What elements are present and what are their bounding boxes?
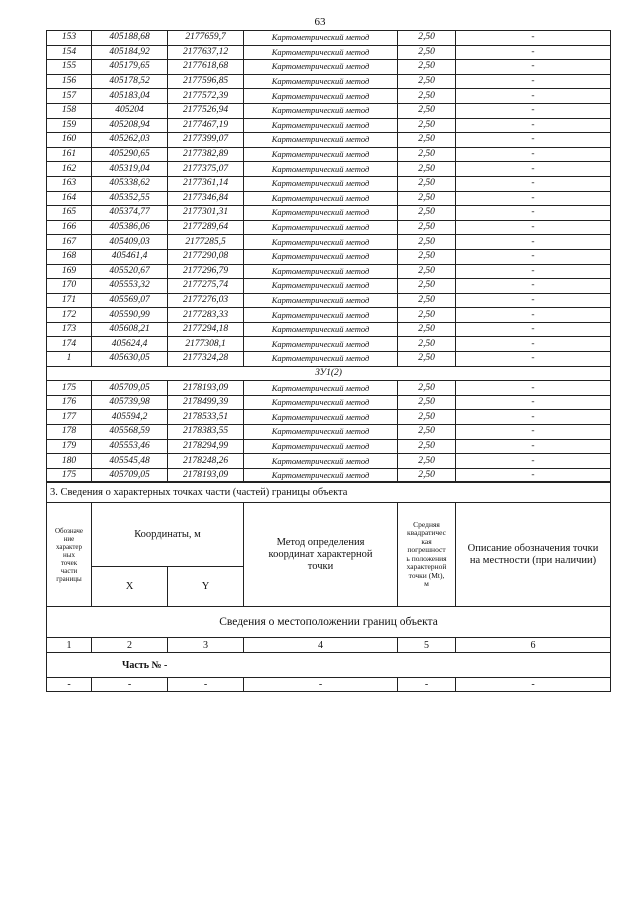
coordinate-y: 2177283,33 (168, 308, 244, 323)
column-number: 3 (168, 638, 244, 653)
method: Картометрический метод (244, 60, 398, 75)
coordinate-y: 2177290,08 (168, 249, 244, 264)
column-number: 2 (92, 638, 168, 653)
point-number: 164 (47, 191, 92, 206)
column-number: 6 (456, 638, 611, 653)
description: - (456, 279, 611, 294)
coordinate-x: 405183,04 (92, 89, 168, 104)
point-number: 1 (47, 352, 92, 367)
accuracy: 2,50 (398, 308, 456, 323)
point-number: 173 (47, 322, 92, 337)
coordinate-row (47, 395, 611, 410)
coordinates-table-body-a (47, 31, 611, 367)
coordinate-row (47, 191, 611, 206)
accuracy: 2,50 (398, 220, 456, 235)
accuracy: 2,50 (398, 352, 456, 367)
method: Картометрический метод (244, 410, 398, 425)
coordinate-x: 405545,48 (92, 454, 168, 469)
coordinate-row (47, 454, 611, 469)
coordinate-y: 2177399,07 (168, 133, 244, 148)
coordinate-y: 2177276,03 (168, 293, 244, 308)
header-method-line: координат характерной (268, 548, 373, 560)
column-number-row (47, 638, 611, 653)
accuracy: 2,50 (398, 133, 456, 148)
section3-title: 3. Сведения о характерных точках части (частей) границы объекта (47, 482, 611, 503)
coordinate-row (47, 45, 611, 60)
coordinate-x: 405739,98 (92, 395, 168, 410)
header-point-line: границы (56, 574, 82, 583)
description: - (456, 89, 611, 104)
header-point-line: ных (63, 550, 75, 559)
description: - (456, 468, 611, 483)
coordinate-y: 2178499,39 (168, 395, 244, 410)
accuracy: 2,50 (398, 395, 456, 410)
accuracy: 2,50 (398, 381, 456, 396)
coordinate-row (47, 147, 611, 162)
coordinate-x: 405386,06 (92, 220, 168, 235)
description: - (456, 45, 611, 60)
point-number: 154 (47, 45, 92, 60)
coordinate-row (47, 206, 611, 221)
coordinate-x: 405709,05 (92, 468, 168, 483)
header-point-line: точек (60, 558, 78, 567)
coordinate-x: 405208,94 (92, 118, 168, 133)
empty-cell: - (456, 678, 611, 692)
coordinate-x: 405188,68 (92, 31, 168, 46)
empty-cell: - (47, 678, 92, 692)
accuracy: 2,50 (398, 191, 456, 206)
method: Картометрический метод (244, 468, 398, 483)
description: - (456, 133, 611, 148)
column-number: 4 (244, 638, 398, 653)
coordinate-row (47, 308, 611, 323)
method: Картометрический метод (244, 425, 398, 440)
method: Картометрический метод (244, 395, 398, 410)
coordinate-row (47, 89, 611, 104)
method: Картометрический метод (244, 279, 398, 294)
coordinate-x: 405338,62 (92, 176, 168, 191)
header-method (244, 503, 398, 607)
header-accuracy-line: Средняя (413, 519, 440, 529)
point-number: 168 (47, 249, 92, 264)
header-x: X (92, 567, 168, 607)
coordinate-row (47, 425, 611, 440)
accuracy: 2,50 (398, 103, 456, 118)
coordinate-x: 405553,46 (92, 439, 168, 454)
method: Картометрический метод (244, 381, 398, 396)
description: - (456, 31, 611, 46)
point-number: 167 (47, 235, 92, 250)
coordinate-row (47, 60, 611, 75)
description: - (456, 249, 611, 264)
coordinate-row (47, 176, 611, 191)
method: Картометрический метод (244, 308, 398, 323)
method: Картометрический метод (244, 264, 398, 279)
description: - (456, 322, 611, 337)
coordinate-x: 405184,92 (92, 45, 168, 60)
coordinate-x: 405624,4 (92, 337, 168, 352)
accuracy: 2,50 (398, 337, 456, 352)
coordinate-row (47, 220, 611, 235)
method: Картометрический метод (244, 176, 398, 191)
coordinate-x: 405409,03 (92, 235, 168, 250)
header-coordinates: Координаты, м (92, 503, 244, 567)
method: Картометрический метод (244, 337, 398, 352)
point-number: 179 (47, 439, 92, 454)
point-number: 155 (47, 60, 92, 75)
accuracy: 2,50 (398, 264, 456, 279)
coordinate-x: 405520,67 (92, 264, 168, 279)
coordinate-y: 2177285,5 (168, 235, 244, 250)
point-number: 161 (47, 147, 92, 162)
description: - (456, 74, 611, 89)
accuracy: 2,50 (398, 425, 456, 440)
description: - (456, 60, 611, 75)
point-number: 169 (47, 264, 92, 279)
coordinate-y: 2177596,85 (168, 74, 244, 89)
point-number: 170 (47, 279, 92, 294)
method: Картометрический метод (244, 352, 398, 367)
coordinate-x: 405569,07 (92, 293, 168, 308)
column-number: 5 (398, 638, 456, 653)
coordinate-y: 2177659,7 (168, 31, 244, 46)
coordinate-y: 2178533,51 (168, 410, 244, 425)
coordinate-y: 2177308,1 (168, 337, 244, 352)
coordinate-x: 405461,4 (92, 249, 168, 264)
description: - (456, 381, 611, 396)
coordinate-row (47, 103, 611, 118)
method: Картометрический метод (244, 235, 398, 250)
description: - (456, 308, 611, 323)
point-number: 180 (47, 454, 92, 469)
method: Картометрический метод (244, 89, 398, 104)
description: - (456, 162, 611, 177)
accuracy: 2,50 (398, 60, 456, 75)
coordinates-table (46, 30, 611, 483)
point-number: 171 (47, 293, 92, 308)
coordinate-row (47, 322, 611, 337)
description: - (456, 147, 611, 162)
coordinate-x: 405568,59 (92, 425, 168, 440)
coordinates-table-body-b (47, 381, 611, 483)
separator-row (47, 366, 611, 381)
description: - (456, 454, 611, 469)
coordinate-x: 405319,04 (92, 162, 168, 177)
coordinate-y: 2177375,07 (168, 162, 244, 177)
coordinate-y: 2177526,94 (168, 103, 244, 118)
coordinate-row (47, 410, 611, 425)
header-point-line: характер (55, 542, 83, 551)
coordinate-row (47, 118, 611, 133)
coordinate-row (47, 74, 611, 89)
header-accuracy (398, 503, 456, 607)
method: Картометрический метод (244, 133, 398, 148)
coordinate-x: 405709,05 (92, 381, 168, 396)
coordinate-x: 405290,65 (92, 147, 168, 162)
accuracy: 2,50 (398, 31, 456, 46)
description: - (456, 264, 611, 279)
point-number: 156 (47, 74, 92, 89)
header-accuracy-line: квадратичес (406, 528, 447, 537)
coordinate-y: 2177382,89 (168, 147, 244, 162)
coordinate-x: 405204 (92, 103, 168, 118)
header-description-line: на местности (при наличии) (469, 554, 597, 566)
header-accuracy-line: ь положения (406, 553, 447, 563)
coordinate-x: 405594,2 (92, 410, 168, 425)
accuracy: 2,50 (398, 439, 456, 454)
header-point-line: Обозначе (54, 526, 84, 535)
method: Картометрический метод (244, 118, 398, 133)
coordinate-row (47, 279, 611, 294)
point-number: 178 (47, 425, 92, 440)
coordinate-row (47, 162, 611, 177)
description: - (456, 206, 611, 221)
coordinate-y: 2177289,64 (168, 220, 244, 235)
accuracy: 2,50 (398, 279, 456, 294)
column-number: 1 (47, 638, 92, 653)
coordinate-y: 2177301,31 (168, 206, 244, 221)
point-number: 175 (47, 468, 92, 483)
coordinate-row (47, 264, 611, 279)
method: Картометрический метод (244, 45, 398, 60)
description: - (456, 337, 611, 352)
coordinate-y: 2177294,18 (168, 322, 244, 337)
description: - (456, 235, 611, 250)
coordinate-y: 2177324,28 (168, 352, 244, 367)
empty-cell: - (92, 678, 168, 692)
coordinate-row (47, 235, 611, 250)
coordinate-x: 405352,55 (92, 191, 168, 206)
coordinate-row (47, 249, 611, 264)
description: - (456, 176, 611, 191)
coordinate-row (47, 352, 611, 367)
accuracy: 2,50 (398, 74, 456, 89)
accuracy: 2,50 (398, 293, 456, 308)
description: - (456, 118, 611, 133)
method: Картометрический метод (244, 220, 398, 235)
header-accuracy-line: характерной (406, 562, 447, 571)
header-point-line: ние (63, 534, 75, 543)
empty-cell: - (244, 678, 398, 692)
point-number: 177 (47, 410, 92, 425)
empty-cell: - (398, 678, 456, 692)
coordinate-y: 2178193,09 (168, 468, 244, 483)
description: - (456, 410, 611, 425)
coordinate-x: 405374,77 (92, 206, 168, 221)
coordinate-y: 2177618,68 (168, 60, 244, 75)
coordinate-y: 2177572,39 (168, 89, 244, 104)
accuracy: 2,50 (398, 454, 456, 469)
method: Картометрический метод (244, 322, 398, 337)
header-description (456, 503, 611, 607)
method: Картометрический метод (244, 103, 398, 118)
header-accuracy-line: погрешност (407, 545, 446, 554)
point-number: 153 (47, 31, 92, 46)
coordinate-y: 2177296,79 (168, 264, 244, 279)
point-number: 163 (47, 176, 92, 191)
page-number: 63 (314, 16, 326, 28)
point-number: 175 (47, 381, 92, 396)
coordinate-y: 2177275,74 (168, 279, 244, 294)
method: Картометрический метод (244, 249, 398, 264)
method: Картометрический метод (244, 162, 398, 177)
header-description-line: Описание обозначения точки (467, 542, 599, 554)
point-number: 176 (47, 395, 92, 410)
point-number: 165 (47, 206, 92, 221)
accuracy: 2,50 (398, 468, 456, 483)
method: Картометрический метод (244, 74, 398, 89)
accuracy: 2,50 (398, 322, 456, 337)
coordinate-y: 2178294,99 (168, 439, 244, 454)
section3-table (46, 481, 611, 692)
accuracy: 2,50 (398, 147, 456, 162)
header-accuracy-line: м (424, 579, 429, 588)
header-accuracy-line: кая (421, 536, 432, 546)
coordinate-row (47, 381, 611, 396)
coordinate-x: 405608,21 (92, 322, 168, 337)
accuracy: 2,50 (398, 45, 456, 60)
coordinate-row (47, 337, 611, 352)
description: - (456, 439, 611, 454)
header-accuracy-line: точки (Mt), (408, 570, 445, 580)
accuracy: 2,50 (398, 162, 456, 177)
point-number: 160 (47, 133, 92, 148)
description: - (456, 293, 611, 308)
coordinate-x: 405179,65 (92, 60, 168, 75)
header-method-line: Метод определения (276, 536, 365, 548)
coordinate-x: 405630,05 (92, 352, 168, 367)
part-row (47, 653, 611, 678)
point-number: 157 (47, 89, 92, 104)
method: Картометрический метод (244, 206, 398, 221)
method: Картометрический метод (244, 293, 398, 308)
header-point-designation (47, 503, 92, 607)
point-number: 166 (47, 220, 92, 235)
empty-cell: - (168, 678, 244, 692)
method: Картометрический метод (244, 454, 398, 469)
method: Картометрический метод (244, 439, 398, 454)
method: Картометрический метод (244, 31, 398, 46)
description: - (456, 191, 611, 206)
coordinate-y: 2177467,19 (168, 118, 244, 133)
location-band: Сведения о местоположении границ объекта (47, 607, 611, 638)
coordinate-row (47, 31, 611, 46)
description: - (456, 220, 611, 235)
coordinate-x: 405590,99 (92, 308, 168, 323)
coordinate-y: 2178383,55 (168, 425, 244, 440)
coordinate-row (47, 293, 611, 308)
point-number: 172 (47, 308, 92, 323)
description: - (456, 395, 611, 410)
point-number: 158 (47, 103, 92, 118)
coordinate-x: 405262,03 (92, 133, 168, 148)
accuracy: 2,50 (398, 410, 456, 425)
header-y: Y (168, 567, 244, 607)
coordinate-row (47, 133, 611, 148)
description: - (456, 103, 611, 118)
coordinate-row (47, 439, 611, 454)
header-method-line: точки (307, 560, 334, 572)
coordinate-x: 405553,32 (92, 279, 168, 294)
accuracy: 2,50 (398, 235, 456, 250)
coordinate-x: 405178,52 (92, 74, 168, 89)
coordinate-y: 2177346,84 (168, 191, 244, 206)
header-point-line: части (60, 566, 78, 575)
part-label: Часть № - (47, 653, 611, 678)
coordinate-y: 2178193,09 (168, 381, 244, 396)
accuracy: 2,50 (398, 176, 456, 191)
description: - (456, 352, 611, 367)
method: Картометрический метод (244, 147, 398, 162)
accuracy: 2,50 (398, 118, 456, 133)
method: Картометрический метод (244, 191, 398, 206)
point-number: 159 (47, 118, 92, 133)
accuracy: 2,50 (398, 206, 456, 221)
separator-label: ЗУ1(2) (47, 366, 611, 381)
accuracy: 2,50 (398, 249, 456, 264)
separator-section (47, 366, 611, 381)
accuracy: 2,50 (398, 89, 456, 104)
coordinate-y: 2178248,26 (168, 454, 244, 469)
coordinate-y: 2177361,14 (168, 176, 244, 191)
empty-data-row (47, 678, 611, 692)
coordinate-y: 2177637,12 (168, 45, 244, 60)
point-number: 174 (47, 337, 92, 352)
point-number: 162 (47, 162, 92, 177)
description: - (456, 425, 611, 440)
